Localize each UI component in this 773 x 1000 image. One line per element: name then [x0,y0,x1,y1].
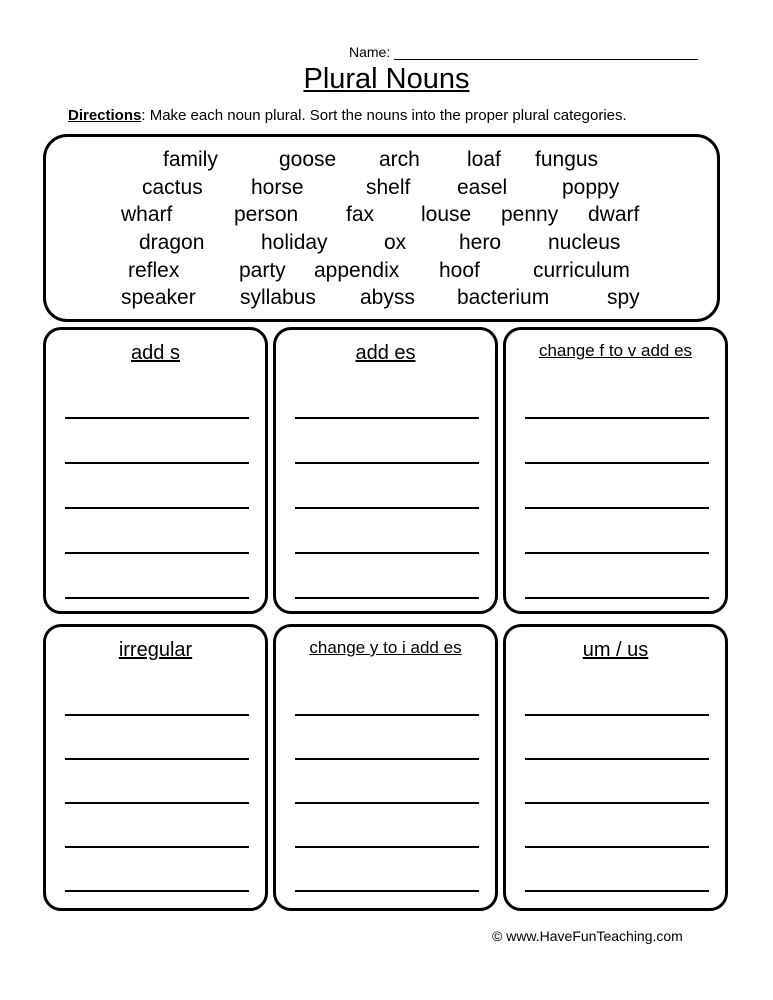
word-bank-item: poppy [562,176,620,199]
answer-line[interactable] [65,714,249,716]
category-box-change-f-to-v [503,327,728,614]
word-bank-item: shelf [366,176,411,199]
word-bank-item: nucleus [548,231,621,254]
word-bank-item: hero [459,231,502,254]
answer-line[interactable] [525,507,709,509]
answer-line[interactable] [295,758,479,760]
answer-line[interactable] [65,507,249,509]
answer-line[interactable] [525,462,709,464]
word-bank-item: cactus [142,176,203,199]
category-title: change y to i add es [309,638,462,657]
answer-line[interactable] [295,714,479,716]
category-box-change-y-to-i [273,624,498,911]
answer-line[interactable] [65,890,249,892]
word-bank-item: hoof [439,259,480,282]
answer-line[interactable] [525,417,709,419]
word-bank-item: loaf [467,148,501,171]
category-box-irregular [43,624,268,911]
word-bank-item: holiday [261,231,328,254]
answer-line[interactable] [525,802,709,804]
answer-line[interactable] [65,417,249,419]
answer-line[interactable] [65,462,249,464]
answer-line[interactable] [65,846,249,848]
answer-line[interactable] [65,597,249,599]
word-bank-item: syllabus [240,286,316,309]
name-field[interactable] [349,44,698,60]
word-bank-item: dwarf [588,203,640,226]
answer-line[interactable] [295,417,479,419]
word-bank-item: goose [279,148,337,171]
category-box-add-es [273,327,498,614]
word-bank-item: reflex [128,259,180,282]
word-bank-item: louse [421,203,472,226]
directions [68,107,627,124]
word-bank-item: fax [346,203,375,226]
answer-line[interactable] [65,552,249,554]
answer-line[interactable] [525,597,709,599]
word-bank-item: party [239,259,286,282]
category-title: add es [355,342,416,364]
category-box-um-us [503,624,728,911]
page-title: Plural Nouns [303,63,470,95]
word-bank-item: arch [379,148,420,171]
word-bank-item: penny [501,203,559,226]
answer-line[interactable] [65,758,249,760]
directions-label: Directions [68,107,142,124]
word-bank-item: abyss [360,286,415,309]
word-bank-item: family [163,148,218,171]
word-bank-item: speaker [121,286,196,309]
word-bank [43,134,720,322]
answer-line[interactable] [295,507,479,509]
word-bank-item: curriculum [533,259,630,282]
answer-line[interactable] [295,597,479,599]
word-bank-item: person [234,203,299,226]
category-box-add-s [43,327,268,614]
answer-line[interactable] [65,802,249,804]
word-bank-item: spy [607,286,640,309]
category-title: irregular [118,639,193,661]
name-label: Name: [349,44,391,60]
word-bank-item: ox [384,231,407,254]
answer-line[interactable] [525,758,709,760]
answer-line[interactable] [525,846,709,848]
copyright-footer: © www.HaveFunTeaching.com [492,928,683,944]
category-title: add s [131,342,180,364]
answer-line[interactable] [525,890,709,892]
word-bank-item: dragon [139,231,205,254]
category-title: um / us [582,639,649,661]
word-bank-item: bacterium [457,286,550,309]
name-blank-line[interactable] [394,46,698,60]
directions-text: : Make each noun plural. Sort the nouns into the proper plural categories. [141,107,627,124]
answer-line[interactable] [295,890,479,892]
word-bank-item: wharf [121,203,173,226]
word-bank-item: horse [251,176,304,199]
category-title: change f to v add es [538,341,693,360]
word-bank-item: appendix [314,259,400,282]
answer-line[interactable] [295,846,479,848]
answer-line[interactable] [295,552,479,554]
word-bank-item: fungus [535,148,599,171]
answer-line[interactable] [525,714,709,716]
word-bank-item: easel [457,176,508,199]
answer-line[interactable] [525,552,709,554]
answer-line[interactable] [295,802,479,804]
answer-line[interactable] [295,462,479,464]
